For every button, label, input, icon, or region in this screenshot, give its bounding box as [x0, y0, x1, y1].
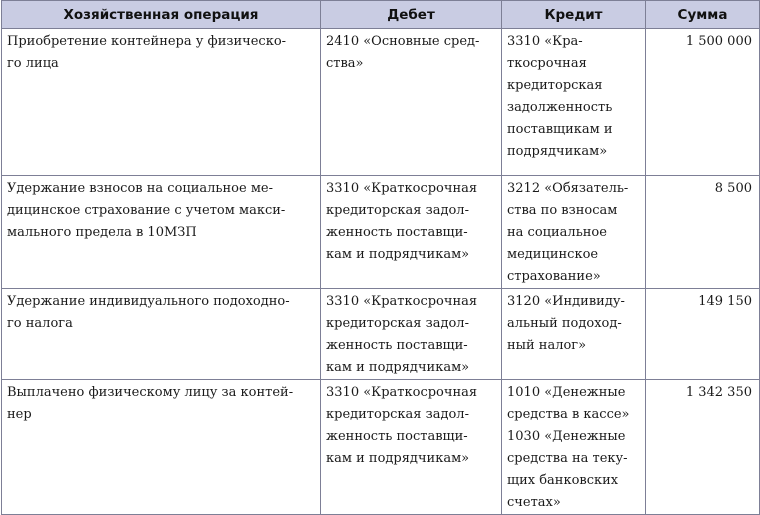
- operation-cell: Выплачено физическому лицу за контей- нер: [2, 380, 321, 515]
- header-credit: Кредит: [502, 1, 646, 29]
- header-debit: Дебет: [321, 1, 502, 29]
- operation-cell: Удержание взносов на социальное ме- дицинское страхование с учетом макси- мального предела в 10МЗП: [2, 176, 321, 289]
- operation-cell: Удержание индивидуального подоходно- го налога: [2, 289, 321, 380]
- debit-cell: 3310 «Краткосрочная кредиторская задол- женность поставщи- кам и подрядчикам»: [321, 289, 502, 380]
- amount-cell: 1 500 000: [646, 29, 760, 176]
- table-row: [2, 380, 760, 515]
- credit-cell: 3120 «Индивиду- альный подоход- ный налог»: [502, 289, 646, 380]
- header-row: [2, 1, 760, 29]
- amount-cell: 8 500: [646, 176, 760, 289]
- table-row: [2, 29, 760, 176]
- debit-cell: 3310 «Краткосрочная кредиторская задол- женность поставщи- кам и подрядчикам»: [321, 176, 502, 289]
- amount-cell: 149 150: [646, 289, 760, 380]
- credit-cell: 3212 «Обязатель- ства по взносам на социальное медицинское страхование»: [502, 176, 646, 289]
- table-row: [2, 289, 760, 380]
- accounting-entries-table: [1, 0, 760, 515]
- table-row: [2, 176, 760, 289]
- debit-cell: 3310 «Краткосрочная кредиторская задол- женность поставщи- кам и подрядчикам»: [321, 380, 502, 515]
- header-amount: Сумма: [646, 1, 760, 29]
- credit-cell: 3310 «Кра- ткосрочная кредиторская задолженность поставщикам и подрядчикам»: [502, 29, 646, 176]
- operation-cell: Приобретение контейнера у физическо- го лица: [2, 29, 321, 176]
- credit-cell: 1010 «Денежные средства в кассе» 1030 «Денежные средства на теку- щих банковских счетах»: [502, 380, 646, 515]
- debit-cell: 2410 «Основные сред- ства»: [321, 29, 502, 176]
- header-operation: Хозяйственная операция: [2, 1, 321, 29]
- amount-cell: 1 342 350: [646, 380, 760, 515]
